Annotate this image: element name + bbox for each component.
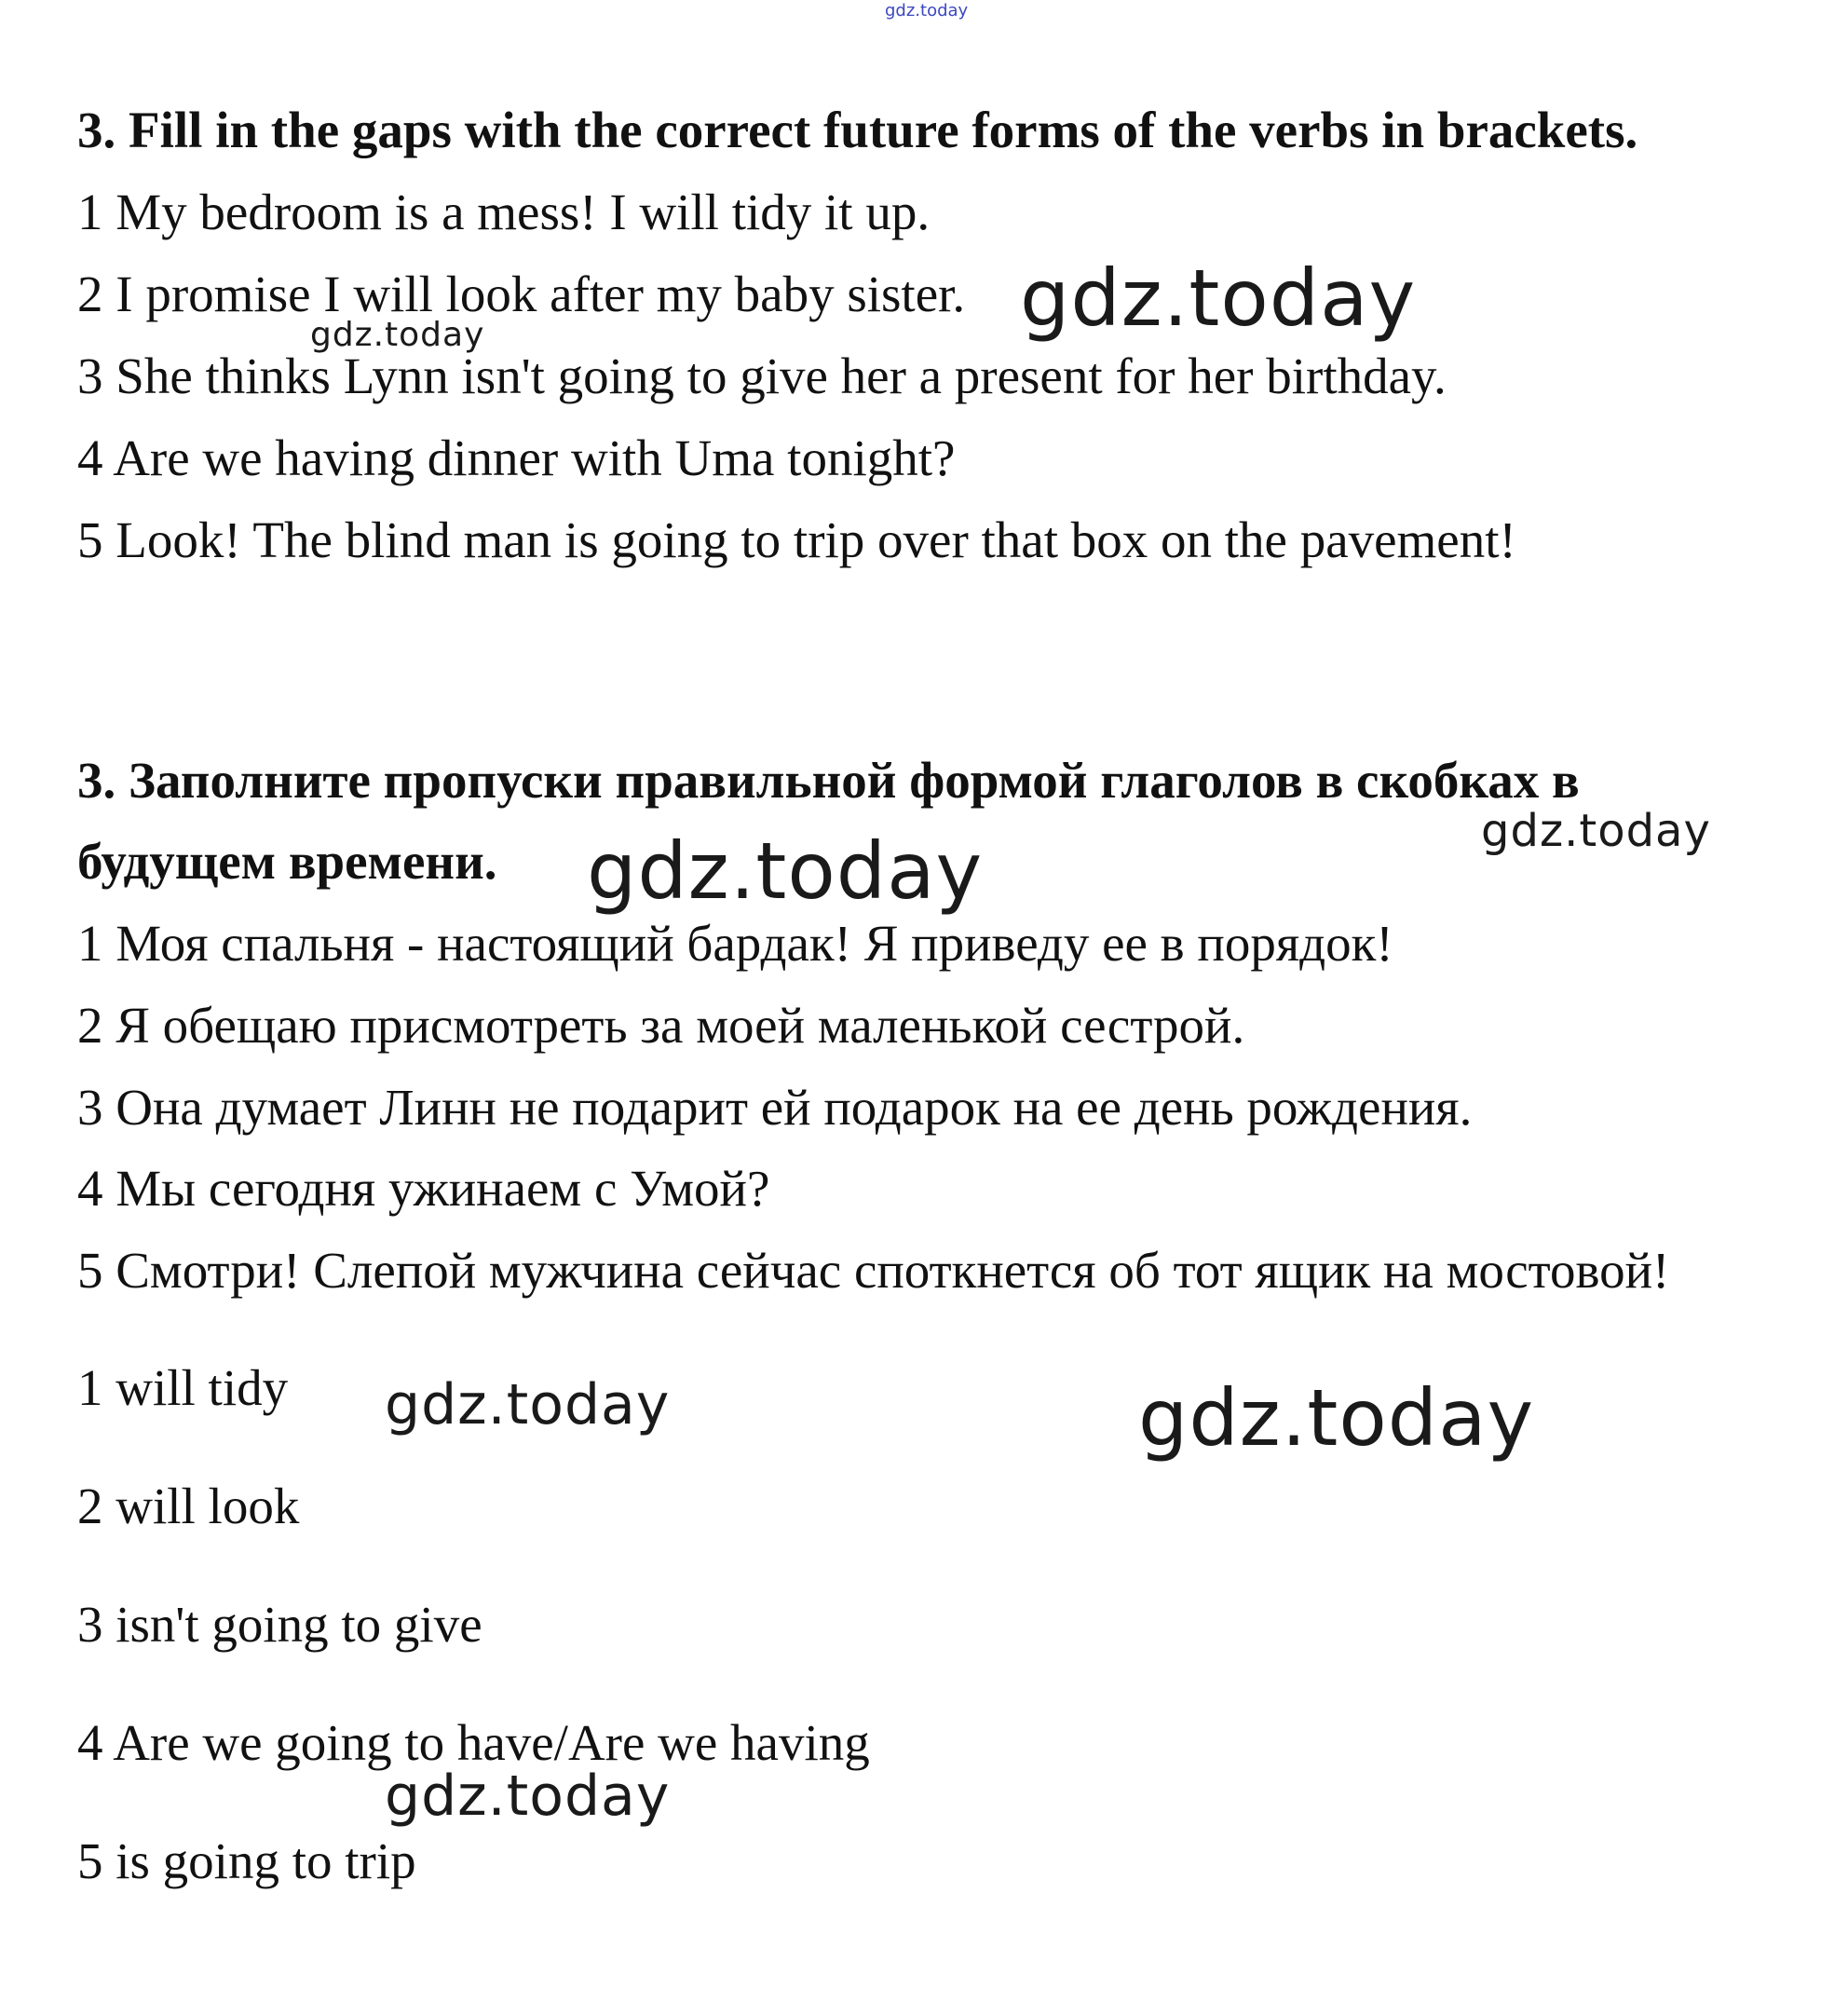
english-item-1: 1 My bedroom is a mess! I will tidy it up. (77, 184, 931, 240)
exercise-heading-english: 3. Fill in the gaps with the correct future forms of the verbs in brackets. (77, 102, 1638, 158)
watermark: gdz.today (310, 316, 485, 354)
watermark: gdz.today (1481, 805, 1711, 857)
answer-4: 4 Are we going to have/Are we having (77, 1714, 870, 1771)
exercise-heading-russian-line1: 3. Заполните пропуски правильной формой глаголов в скобках в (77, 752, 1580, 809)
answer-3: 3 isn't going to give (77, 1596, 482, 1653)
answer-1: 1 will tidy (77, 1359, 289, 1416)
english-item-2: 2 I promise I will look after my baby sister. (77, 266, 966, 322)
russian-item-1: 1 Моя спальня - настоящий бардак! Я приведу ее в порядок! (77, 915, 1393, 972)
english-item-3: 3 She thinks Lynn isn't going to give her a present for her birthday. (77, 347, 1447, 404)
russian-item-3: 3 Она думает Линн не подарит ей подарок на ее день рождения. (77, 1079, 1473, 1136)
watermark: gdz.today (1138, 1372, 1535, 1464)
watermark: gdz.today (385, 1764, 671, 1829)
watermark-top: gdz.today (885, 1, 969, 20)
russian-item-2: 2 Я обещаю присмотреть за моей маленькой сестрой. (77, 997, 1245, 1054)
russian-item-5: 5 Смотри! Слепой мужчина сейчас споткнется об тот ящик на мостовой! (77, 1242, 1670, 1299)
watermark: gdz.today (587, 825, 984, 917)
english-item-4: 4 Are we having dinner with Uma tonight? (77, 429, 956, 486)
exercise-heading-russian-line2: будущем времени. (77, 833, 497, 890)
english-item-5: 5 Look! The blind man is going to trip over that box on the pavement! (77, 511, 1516, 568)
watermark: gdz.today (385, 1372, 671, 1437)
russian-item-4: 4 Мы сегодня ужинаем с Умой? (77, 1160, 770, 1217)
watermark: gdz.today (1020, 252, 1417, 344)
answer-5: 5 is going to trip (77, 1832, 416, 1889)
answer-2: 2 will look (77, 1478, 300, 1534)
